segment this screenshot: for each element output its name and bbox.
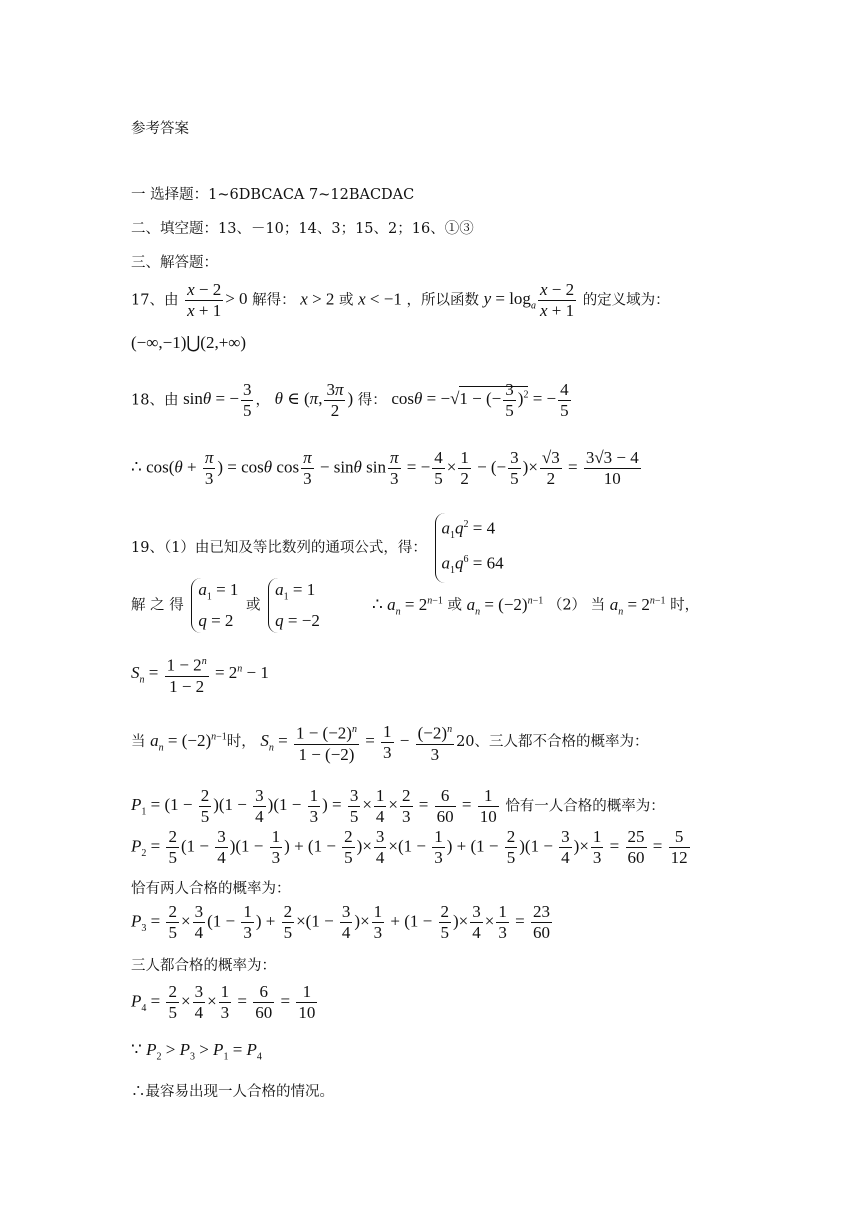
q17-ineq: $\frac{x - 2}{x + 1}$ > 0 <box>187 280 248 320</box>
q18-lead: 18、由 <box>131 392 179 409</box>
q19-an3: $a_n = 2^{n-1}$ <box>609 594 666 618</box>
q19-part2: （2） 当 <box>547 597 606 614</box>
q18-line2: ∴ cos(θ + $\frac{\pi}{3}$ ) = cosθ cos $\frac{\pi}{3}$ − sinθ sin $\frac{\pi}{3}$ = − $\frac{4}{5}$ × $\frac{1}{2}$ − (− $\frac{3}{5}$ )× $\frac{√3}{2}$ = $\frac{3√3 - 4}{10}$ <box>131 448 639 488</box>
q17-sol1: x > 2 <box>300 289 335 309</box>
page-title: 参考答案 <box>131 121 189 137</box>
q19-lead: 19、（1）由已知及等比数列的通项公式，得： <box>131 540 427 557</box>
q19-line1 <box>131 513 507 583</box>
q19-line4: 当 $a_n = (-2)^{n-1}$时， $S_n$ = $\frac{1 - (-2)^n}{1 - (-2)}$ = $\frac{1}{3}$ − $\frac{(-2)^n}{3}$ 20、三人都不合格的概率为： <box>131 721 649 764</box>
choice-answers: 一 选择题：1~6DBCACA 7~12BACDAC <box>131 187 415 203</box>
q19-or: 或 <box>246 597 261 614</box>
q18-range: θ ∈ (π, $\frac{3\pi}{2}$ ) <box>274 380 354 420</box>
q17-text1: 解得： <box>252 292 296 309</box>
q19-an4: $a_n = (-2)^{n-1}$ <box>150 731 227 754</box>
q18-text: 得： <box>357 392 387 409</box>
q19-when: 时， <box>670 597 700 614</box>
q19-when2: 时， <box>226 734 256 751</box>
solution-heading: 三、解答题： <box>131 255 218 271</box>
q19-sol-b: $a_1 = 1$ q = −2 <box>268 578 320 633</box>
conclusion: ∴最容易出现一人合格的情况。 <box>131 1084 334 1100</box>
q19-sn1: $S_n$ = $\frac{1 - 2^n}{1 - 2}$ = $2^n - 1$ <box>131 652 269 697</box>
q17-text3: ，所以函数 <box>406 292 479 309</box>
q20-p4: $P_4$ = $\frac{2}{5}$ × $\frac{3}{4}$ × $\frac{1}{3}$ = $\frac{6}{60}$ = $\frac{1}{10}$ <box>131 982 316 1022</box>
q19-or2: 或 <box>447 597 462 614</box>
q19-line2 <box>131 578 721 633</box>
q20-p3: $P_3$ = $\frac{2}{5}$ × $\frac{3}{4}$ (1 − $\frac{1}{3}$ ) + $\frac{2}{5}$ ×(1 − $\frac{3}{4}$ )× $\frac{1}{3}$ + (1 − $\frac{2}{5}$ )× $\frac{3}{4}$ × $\frac{1}{3}$ = $\frac{23}{60}$ <box>131 902 550 942</box>
q18-line1: 18、由 sinθ = − $\frac{3}{5}$ ， θ ∈ (π, $\frac{3\pi}{2}$ ) 得： cosθ = −√1 − (− $\frac{3}{5}$ )$^2$ = − $\frac{4}{5}$ <box>131 380 573 421</box>
q18-sin: sinθ = − $\frac{3}{5}$ <box>183 380 252 420</box>
q20-three: 三人都合格的概率为： <box>131 958 276 974</box>
q17-text4: 的定义域为： <box>582 292 670 309</box>
q17-lead: 17、由 <box>131 292 179 309</box>
q20-p1-eq: $P_1 = (1$ − $\frac{2}{5}$ )(1 − $\frac{3}{4}$ )(1 − $\frac{1}{3}$ ) = $\frac{3}{5}$ × $\frac{1}{4}$ × $\frac{2}{3}$ = $\frac{6}{60}$ = $\frac{1}{10}$ <box>131 786 497 826</box>
q19-an2: $a_n = (-2)^{n-1}$ <box>466 594 544 618</box>
q20-p1 <box>131 786 665 827</box>
q17-line <box>131 280 670 321</box>
q19-solve: 解 之 得 <box>131 597 184 614</box>
q19-sn2: $S_n$ = $\frac{1 - (-2)^n}{1 - (-2)}$ = $\frac{1}{3}$ − $\frac{(-2)^n}{3}$ <box>260 721 453 764</box>
q17-text2: 或 <box>339 292 354 309</box>
q20-compare: ∵ $P_2 > P_3 > P_1 = P_4$ <box>131 1040 262 1063</box>
q19-sol-a: $a_1 = 1$ q = 2 <box>191 578 238 633</box>
q17-domain: (−∞,−1)⋃(2,+∞) <box>131 333 247 352</box>
q20-two: 恰有两人合格的概率为： <box>131 881 291 897</box>
q17-sol2: x < −1 <box>358 289 402 309</box>
q20-lead: 20、三人都不合格的概率为： <box>456 734 649 751</box>
q19-system: $a_1q^2 = 4$ $a_1q^6 = 64$ <box>435 513 504 583</box>
q19-an: ∴ $a_n = 2^{n-1}$ <box>372 594 443 618</box>
fill-answers: 二、填空题：13、－10；14、3；15、2；16、①③ <box>131 221 474 237</box>
q20-one: 恰有一人合格的概率为： <box>505 798 665 815</box>
q17-func: $y = \log_a$ $\frac{x - 2}{x + 1}$ <box>483 280 575 320</box>
q20-p2: $P_2$ = $\frac{2}{5}$ (1 − $\frac{3}{4}$ )(1 − $\frac{1}{3}$ ) + (1 − $\frac{2}{5}$ )× $\frac{3}{4}$ ×(1 − $\frac{1}{3}$ ) + (1 − $\frac{2}{5}$ )(1 − $\frac{3}{4}$ )× $\frac{1}{3}$ = $\frac{25}{60}$ = $\frac{5}{12}$ <box>131 827 688 867</box>
q18-cos: cosθ = −√1 − (− $\frac{3}{5}$ )$^2$ = − $\frac{4}{5}$ <box>391 380 569 420</box>
